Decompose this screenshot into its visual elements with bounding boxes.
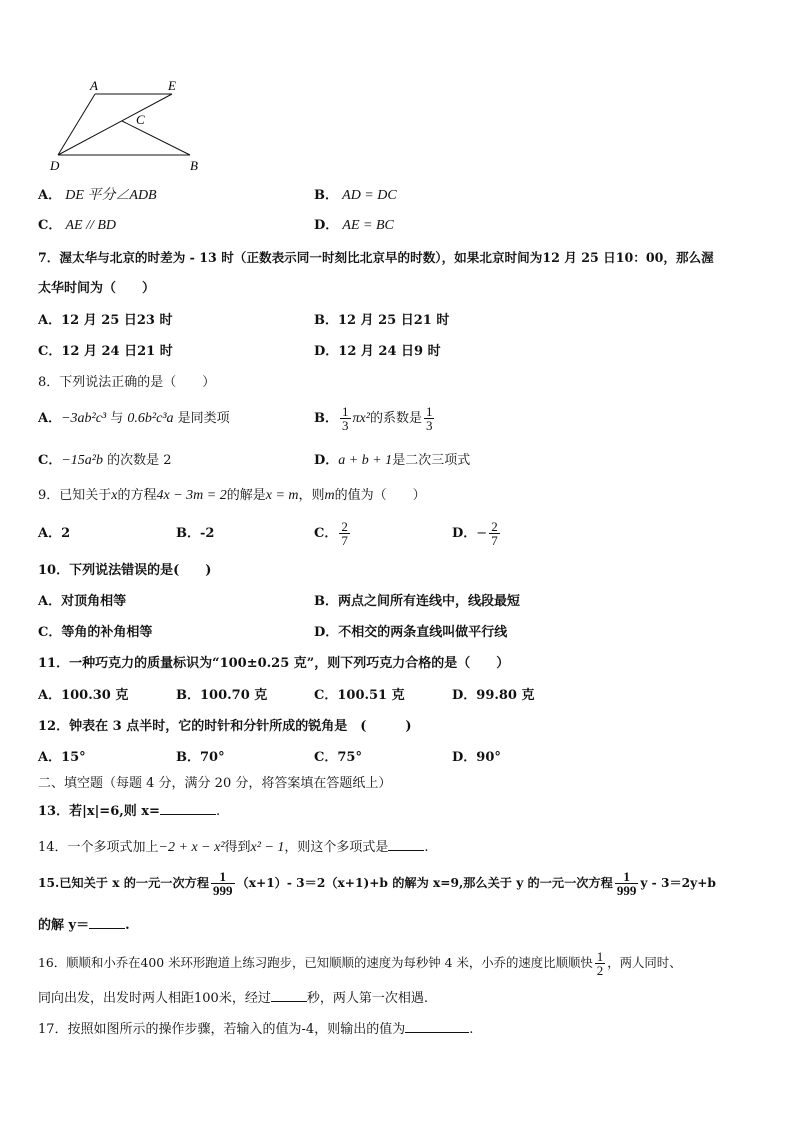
q11-option-c: C．100.51 克: [314, 688, 405, 703]
stem-text: 9．已知关于: [38, 488, 112, 503]
answer-blank[interactable]: [89, 916, 125, 929]
q6-option-d: [314, 218, 394, 234]
stem-text: 13．若|x|=6,则 x=: [38, 804, 160, 819]
q16-stem-line1: [38, 944, 682, 982]
q17-stem: [38, 1020, 473, 1038]
option-text: AE // BD: [65, 218, 117, 233]
q8-option-a: [38, 411, 230, 427]
q7-stem-line2: 太华时间为（ ）: [38, 281, 156, 296]
stem-text: 同向出发，出发时两人相距100米，经过: [38, 991, 271, 1006]
label-b: B: [190, 158, 198, 173]
option-letter: C．: [314, 526, 338, 541]
stem-text: 15.已知关于 x 的一元一次方程: [38, 876, 210, 890]
label-d: D: [50, 158, 60, 173]
option-text: 的次数是 2: [103, 453, 172, 468]
option-letter: D．: [314, 453, 339, 468]
math-expr: x² − 1: [250, 840, 285, 855]
math-expr: −15a²b: [61, 453, 104, 468]
q12-option-c: C．75°: [314, 750, 362, 765]
option-letter: A．: [38, 188, 62, 203]
section-title: 二、填空题（每题 4 分，满分 20 分，将答案填在答题纸上）: [38, 776, 392, 791]
q7-option-c: C．12 月 24 日21 时: [38, 344, 173, 359]
math-expr: m: [324, 488, 335, 503]
q9-stem: [38, 488, 426, 504]
option-letter: D．: [314, 218, 339, 233]
option-text: 的系数是: [369, 411, 422, 426]
q8-option-b: [314, 400, 436, 438]
fraction: $\frac{1}{2}$: [596, 949, 604, 978]
math-expr: 4x − 3m = 2: [156, 488, 227, 503]
stem-text: ，则这个多项式是: [284, 840, 389, 855]
q10-option-a: A．对顶角相等: [38, 594, 127, 609]
fraction: $\frac{1}{999}$: [213, 869, 233, 898]
q8-stem: 8．下列说法正确的是（ ）: [38, 375, 216, 390]
q14-stem: [38, 838, 429, 856]
stem-text: 秒，两人第一次相遇.: [306, 991, 428, 1006]
q10-option-b: B．两点之间所有连线中，线段最短: [314, 594, 520, 609]
q9-option-b: B．-2: [176, 526, 215, 541]
stem-text: .: [125, 918, 130, 933]
math-expr: x: [111, 488, 118, 503]
stem-text: （x+1）- 3＝2（x+1)+b 的解为 x=9,那么关于 y 的一元一次方程: [236, 876, 613, 890]
stem-text: .: [469, 1022, 474, 1037]
stem-text: 14．一个多项式加上: [38, 840, 159, 855]
q12-stem: 12．钟表在 3 点半时，它的时针和分针所成的锐角是 ( ): [38, 719, 412, 734]
math-expr: x = m: [265, 488, 299, 503]
stem-text: 的值为（ ）: [334, 488, 426, 503]
q15-stem-line2: [38, 916, 130, 934]
option-letter: C．: [38, 453, 62, 468]
q7-stem-line1: 7．渥太华与北京的时差为 - 13 时（正数表示同一时刻比北京早的时数），如果北京时间为12 月 25 日10：00，那么渥: [38, 250, 714, 265]
stem-text: 16．顺顺和小乔在400 米环形跑道上练习跑步，已知顺顺的速度为每秒钟 4 米，小乔的速度比顺顺快: [38, 955, 593, 970]
segment-cb: [122, 121, 190, 155]
math-expr: 0.6b²c³a: [127, 411, 174, 426]
q11-stem: 11．一种巧克力的质量标识为“100±0.25 克”，则下列巧克力合格的是（ ）: [38, 656, 510, 671]
minus-sign: −: [476, 526, 488, 541]
answer-blank[interactable]: [160, 802, 216, 815]
q11-option-a: A．100.30 克: [38, 688, 129, 703]
q10-stem: 10．下列说法错误的是( ): [38, 563, 212, 578]
option-text: AD = DC: [342, 188, 397, 203]
stem-text: .: [215, 804, 221, 819]
q16-stem-line2: [38, 989, 428, 1007]
option-letter: C．: [38, 218, 62, 233]
q8-option-c: [38, 453, 172, 469]
option-text: DE 平分∠ADB: [65, 188, 157, 203]
option-letter: D．: [452, 526, 477, 541]
option-text: 是同类项: [173, 411, 230, 426]
q6-option-c: [38, 218, 116, 234]
stem-text: 的解是: [226, 488, 266, 503]
q10-option-d: D．不相交的两条直线叫做平行线: [314, 625, 508, 640]
option-text: 与: [106, 411, 128, 426]
stem-text: 17．按照如图所示的操作步骤，若输入的值为-4，则输出的值为: [38, 1022, 406, 1037]
math-expr: a + b + 1: [338, 453, 393, 468]
q6-option-a: [38, 188, 157, 204]
q12-option-b: B．70°: [176, 750, 225, 765]
math-expr: −3ab²c³: [61, 411, 107, 426]
answer-blank[interactable]: [405, 1020, 469, 1033]
label-e: E: [168, 78, 176, 93]
q13-stem: [38, 802, 220, 820]
answer-blank[interactable]: [271, 989, 307, 1002]
fraction: $\frac{2}{7}$: [491, 519, 498, 548]
q11-option-d: D．99.80 克: [452, 688, 535, 703]
q9-option-c: [314, 515, 352, 553]
label-a: A: [90, 78, 98, 93]
stem-text: .: [424, 840, 429, 855]
option-letter: B．: [314, 188, 338, 203]
fraction: $\frac{1}{3}$: [425, 404, 433, 433]
q9-option-a: A．2: [38, 526, 71, 541]
stem-text: 的方程: [117, 488, 157, 503]
stem-text: ，则: [298, 488, 325, 503]
option-letter: A．: [38, 411, 62, 426]
stem-text: y - 3＝2y+b: [640, 876, 716, 890]
q9-option-d: [452, 515, 502, 553]
math-expr: −2 + x − x²: [158, 840, 225, 855]
answer-blank[interactable]: [388, 838, 424, 851]
geometry-figure: [44, 76, 214, 176]
q6-option-b: [314, 188, 397, 204]
q8-option-d: [314, 453, 470, 469]
stem-text: ，两人同时、: [607, 955, 682, 970]
q11-option-b: B．100.70 克: [176, 688, 268, 703]
segment-ad: [58, 94, 95, 155]
stem-text: 得到: [224, 840, 251, 855]
q10-option-c: C．等角的补角相等: [38, 625, 153, 640]
option-text: AE = BC: [342, 218, 394, 233]
option-letter: B．: [314, 411, 338, 426]
q7-option-a: A．12 月 25 日23 时: [38, 313, 173, 328]
fraction: $\frac{1}{3}$: [342, 404, 349, 433]
q15-stem-line1: [38, 864, 716, 902]
fraction: $\frac{2}{7}$: [341, 519, 348, 548]
q7-option-b: B．12 月 25 日21 时: [314, 313, 450, 328]
q12-option-d: D．90°: [452, 750, 501, 765]
label-c: C: [136, 112, 145, 127]
segment-de: [58, 94, 172, 155]
q12-option-a: A．15°: [38, 750, 86, 765]
option-text: 是二次三项式: [392, 453, 471, 468]
stem-text: 的解 y＝: [38, 918, 90, 933]
q7-option-d: D．12 月 24 日9 时: [314, 344, 441, 359]
fraction: $\frac{1}{999}$: [616, 869, 637, 898]
math-expr: πx²: [352, 411, 370, 426]
